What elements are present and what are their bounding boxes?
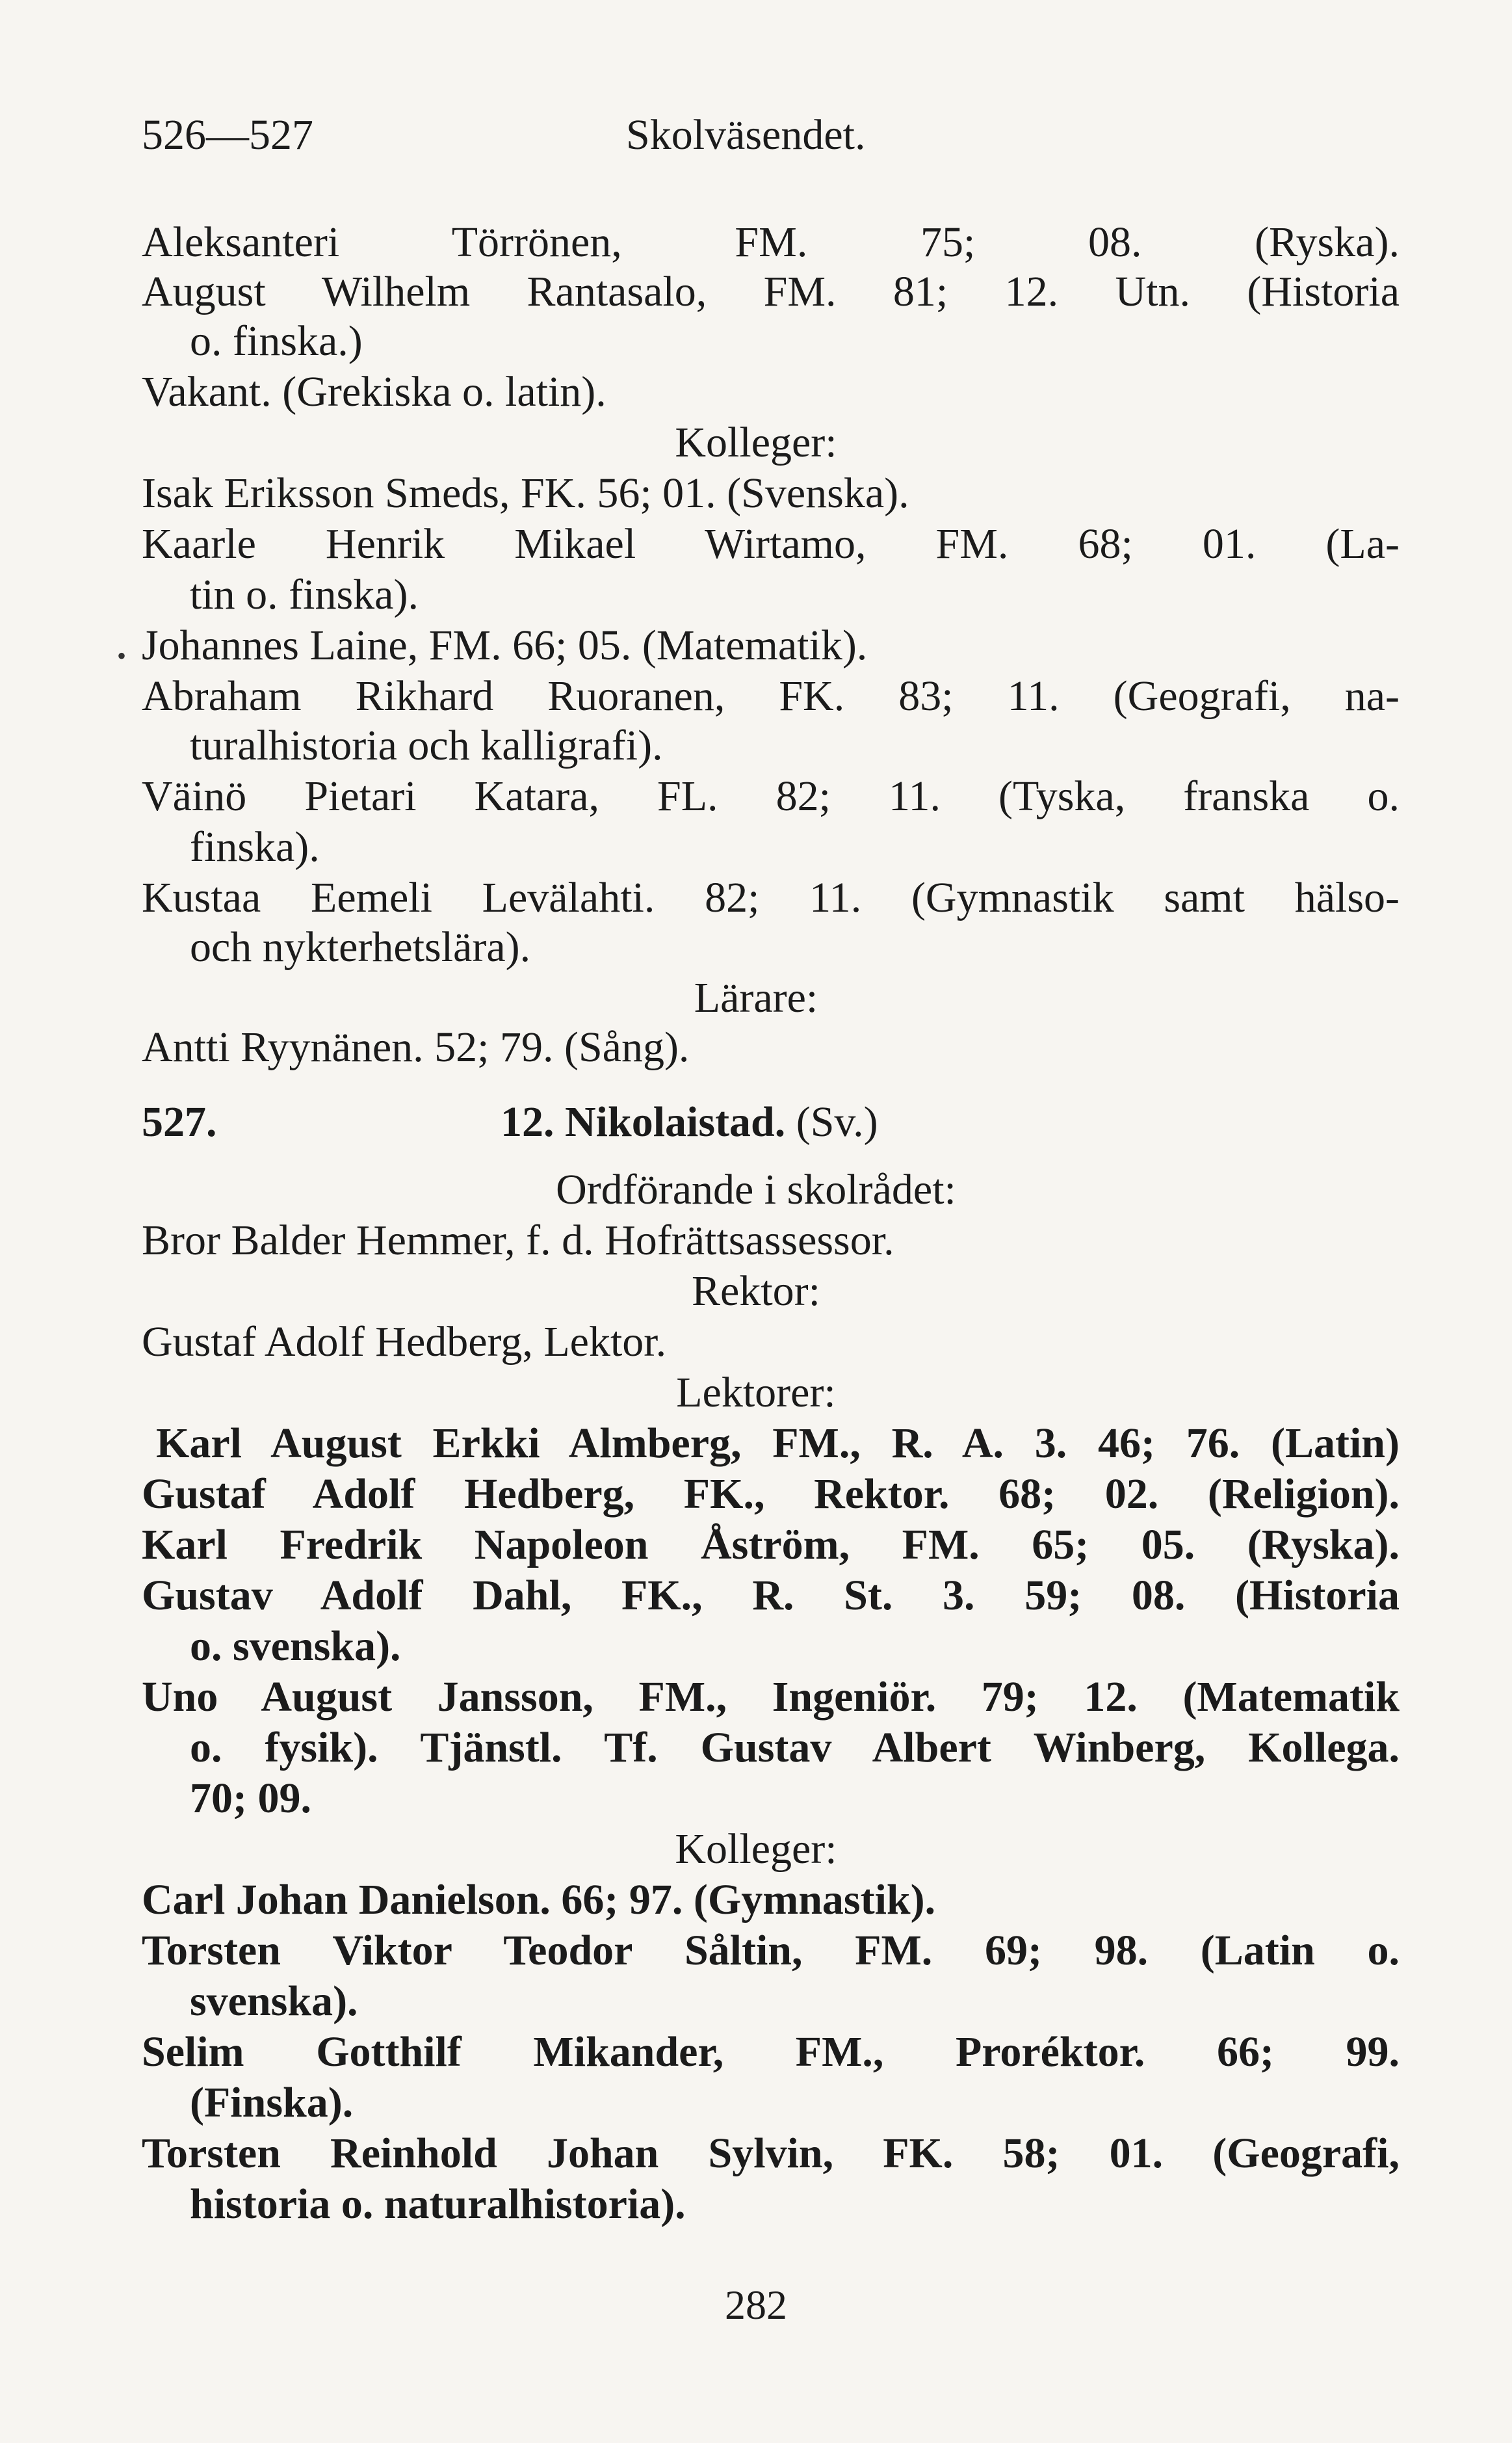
staff-line: Karl Fredrik Napoleon Åström, FM. 65; 05. (Ryska). [142, 1521, 1400, 1568]
section-title-name: Nikolaistad. [565, 1098, 786, 1146]
staff-line-cont: o. svenska). [190, 1622, 401, 1670]
staff-line: Abraham Rikhard Ruoranen, FK. 83; 11. (Geografi, na- [142, 672, 1400, 720]
section-title-number: 12. [501, 1098, 554, 1146]
staff-line: Isak Eriksson Smeds, FK. 56; 01. (Svenska). [142, 469, 909, 517]
heading-lektorer: Lektorer: [676, 1369, 836, 1416]
heading-kolleger: Kolleger: [675, 419, 837, 466]
section-title [501, 1098, 878, 1147]
staff-line: Torsten Reinhold Johan Sylvin, FK. 58; 01. (Geografi, [142, 2130, 1400, 2177]
staff-line-cont: (Finska). [190, 2079, 354, 2126]
staff-line: Aleksanteri Törrönen, FM. 75; 08. (Ryska). [142, 218, 1400, 266]
staff-line: August Wilhelm Rantasalo, FM. 81; 12. Utn. (Historia [142, 268, 1400, 315]
staff-line: Antti Ryynänen. 52; 79. (Sång). [142, 1023, 690, 1071]
staff-line: Uno August Jansson, FM., Ingeniör. 79; 12. (Matematik [142, 1673, 1400, 1721]
staff-line: Karl August Erkki Almberg, FM., R. A. 3. 46; 76. (Latin) [156, 1420, 1400, 1467]
header-title: Skolväsendet. [626, 111, 866, 159]
staff-line-cont: historia o. naturalhistoria). [190, 2180, 686, 2228]
staff-line: Kustaa Eemeli Levälahti. 82; 11. (Gymnastik samt hälso- [142, 874, 1400, 921]
staff-line-cont: o. fysik). Tjänstl. Tf. Gustav Albert Winberg, Kollega. [190, 1724, 1400, 1771]
header-page-range: 526—527 [142, 111, 313, 159]
heading-kolleger: Kolleger: [675, 1825, 837, 1873]
staff-line-cont: finska). [190, 823, 320, 871]
staff-line-cont: tin o. finska). [190, 571, 419, 618]
staff-line: Bror Balder Hemmer, f. d. Hofrättsassessor. [142, 1217, 894, 1264]
staff-line-cont: 70; 09. [190, 1775, 311, 1822]
section-number: 527. [142, 1098, 217, 1146]
staff-line: Gustaf Adolf Hedberg, FK., Rektor. 68; 02. (Religion). [142, 1470, 1400, 1518]
heading-larare: Lärare: [694, 974, 818, 1022]
staff-line-cont: o. finska.) [190, 317, 363, 365]
staff-line-cont: svenska). [190, 1977, 358, 2025]
staff-line: Vakant. (Grekiska o. latin). [142, 368, 606, 416]
staff-line: Carl Johan Danielson. 66; 97. (Gymnastik). [142, 1876, 936, 1923]
staff-line: Kaarle Henrik Mikael Wirtamo, FM. 68; 01. (La- [142, 520, 1400, 568]
staff-line: Väinö Pietari Katara, FL. 82; 11. (Tyska, franska o. [142, 773, 1400, 820]
page-header [142, 111, 1377, 169]
heading-rektor: Rektor: [692, 1267, 820, 1315]
staff-line-cont: turalhistoria och kalligrafi). [190, 722, 663, 769]
staff-line: Johannes Laine, FM. 66; 05. (Matematik). [142, 622, 868, 669]
staff-line: Selim Gotthilf Mikander, FM., Proréktor. 66; 99. [142, 2028, 1400, 2076]
staff-line: Gustaf Adolf Hedberg, Lektor. [142, 1318, 667, 1366]
page-number: 282 [725, 2282, 787, 2328]
staff-line: Torsten Viktor Teodor Såltin, FM. 69; 98. (Latin o. [142, 1927, 1400, 1974]
heading-ordforande: Ordförande i skolrådet: [556, 1166, 956, 1213]
section-title-language: (Sv.) [796, 1098, 878, 1146]
margin-mark: • [117, 641, 127, 670]
staff-line: Gustav Adolf Dahl, FK., R. St. 3. 59; 08. (Historia [142, 1572, 1400, 1619]
staff-line-cont: och nykterhetslära). [190, 923, 531, 971]
